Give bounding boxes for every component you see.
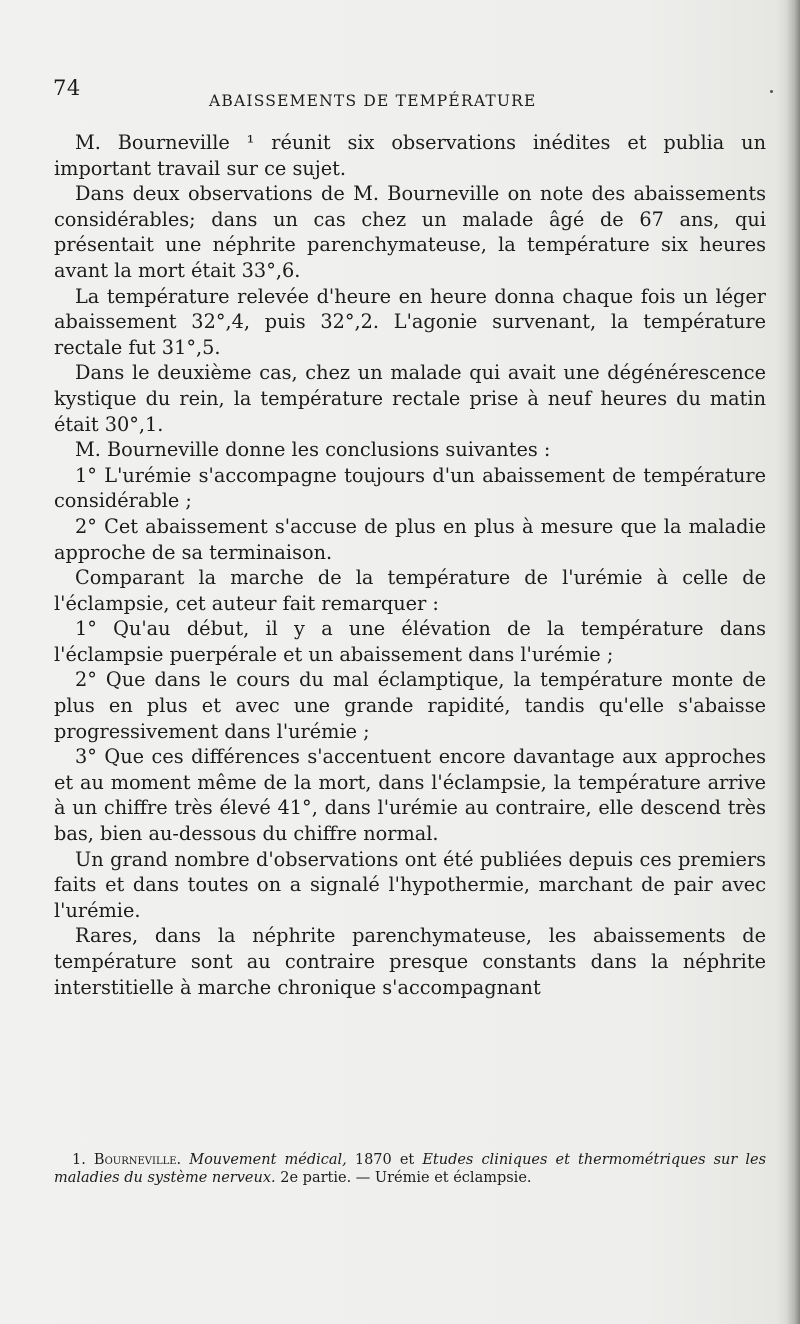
paragraph: 1° Qu'au début, il y a une élévation de la température dans l'éclampsie puerpérale et un abaissement dans l'urémie ; [54,617,766,666]
footnote-text-1: 1870 et [354,1152,415,1168]
ink-speck [770,90,773,93]
page-edge-shadow [786,0,800,1324]
running-title: ABAISSEMENTS DE TEMPÉRATURE [209,92,537,110]
footnote-text-2: 2e partie. — Urémie et éclampsie. [280,1169,532,1186]
paragraph: Dans le deuxième cas, chez un malade qui avait une dégénérescence kystique du rein, la température rectale prise à neuf heures du matin était 30°,1. [54,361,766,436]
paragraph: 2° Que dans le cours du mal éclamptique, la température monte de plus en plus et avec une grande rapidité, tandis qu'elle s'abaisse progressivement dans l'urémie ; [54,668,766,743]
footnote-title-1: Mouvement médical, [189,1152,347,1168]
footnote [54,1152,766,1188]
paragraph: Un grand nombre d'observations ont été publiées depuis ces premiers faits et dans toutes on a signalé l'hypothermie, marchant de pair avec l'urémie. [54,847,766,922]
footnote-title-2: Etudes cliniques et thermométriques sur les maladies du système nerveux. [54,1152,767,1186]
paragraph: 1° L'urémie s'accompagne toujours d'un abaissement de température considérable ; [54,463,766,513]
paragraph: La température relevée d'heure en heure donna chaque fois un léger abaissement 32°,4, puis 32°,2. L'agonie survenant, la température rectale fut 31°,5. [54,284,766,359]
footnote-marker: 1. [72,1152,86,1168]
paragraph: 2° Cet abaissement s'accuse de plus en plus à mesure que la maladie approche de sa terminaison. [54,514,766,564]
paragraph: Dans deux observations de M. Bourneville on note des abaissements considérables; dans un cas chez un malade âgé de 67 ans, qui présentait une néphrite parenchymateuse, la température six heures avant la mort était 33°,6. [54,182,766,282]
paragraph: 3° Que ces différences s'accentuent encore davantage aux approches et au moment même de la mort, dans l'éclampsie, la température arrive à un chiffre très élevé 41°, dans l'urémie au contraire, elle descend très bas, bien au-dessous du chiffre normal. [54,745,766,846]
paragraph: Rares, dans la néphrite parenchymateuse, les abaissements de température sont au contraire presque constants dans la néphrite interstitielle à marche chronique s'accompagnant [54,924,766,999]
page-number: 74 [53,76,81,100]
paragraph: M. Bourneville donne les conclusions suivantes : [75,438,551,462]
footnote-author: Bourneville. [93,1152,182,1168]
body-text [54,130,766,1000]
paragraph: M. Bourneville ¹ réunit six observations inédites et publia un important travail sur ce sujet. [54,131,766,180]
footnote-paragraph [54,1152,766,1188]
paragraph: Comparant la marche de la température de l'urémie à celle de l'éclampsie, cet auteur fait remarquer : [54,566,766,615]
